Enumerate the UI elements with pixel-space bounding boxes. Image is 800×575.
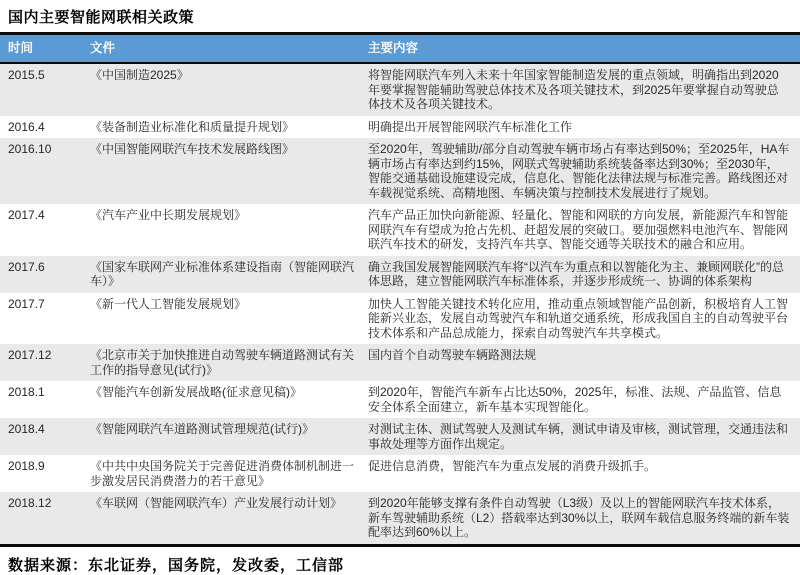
policy-table: [0, 32, 800, 547]
column-header-document: 文件: [90, 41, 116, 55]
cell-content: 加快人工智能关键技术转化应用，推动重点领域智能产品创新，积极培育人工智能新兴业态，发展自动驾驶汽车和轨道交通系统，形成我国自主的自动驾驶平台技术体系和产品总成能力，探索自动驾驶汽车共享模式。: [368, 296, 789, 340]
cell-time: 2018.12: [8, 496, 52, 510]
table-row: [0, 492, 800, 544]
cell-time: 2016.4: [8, 119, 45, 134]
cell-document: 《车联网（智能网联汽车）产业发展行动计划》: [90, 496, 343, 510]
cell-time: 2018.9: [8, 459, 45, 473]
cell-document: 《中共中央国务院关于完善促进消费体制机制进一步激发居民消费潜力的若干意见》: [90, 459, 355, 488]
cell-content: 汽车产品正加快向新能源、轻量化、智能和网联的方向发展，新能源汽车和智能网联汽车有望成为抢占先机、赶超发展的突破口。要加强燃料电池汽车、智能网联汽车技术的研发，支持汽车共享、智能交通等关联技术的融合和应用。: [368, 208, 789, 251]
cell-time: 2017.6: [8, 259, 45, 274]
cell-content: 国内首个自动驾驶车辆路测法规: [368, 348, 537, 362]
cell-document: 《中国智能网联汽车技术发展路线图》: [90, 142, 295, 156]
cell-time: 2018.1: [8, 385, 45, 399]
cell-document: 《汽车产业中长期发展规划》: [90, 208, 247, 222]
table-row: [0, 418, 800, 455]
table-row: [0, 344, 800, 381]
cell-content: 到2020年，智能汽车新车占比达50%，2025年，标准、法规、产品监管、信息安全体系全面建立，新车基本实现智能化。: [368, 385, 782, 414]
table-row: [0, 204, 800, 256]
page-title: 国内主要智能网联相关政策: [8, 8, 195, 26]
cell-content: 至2020年，驾驶辅助/部分自动驾驶车辆市场占有率达到50%；至2025年，HA车辆市场占有率达到约15%，网联式驾驶辅助系统装备率达到30%；至2030年，智能交通基础设施建设完成，信息化、智能化法律法规与标准完善。路线图还对车载视觉系统、高精地图、车辆决策与控制技术发展进行了规划。: [368, 142, 790, 200]
cell-document: 《新一代人工智能发展规划》: [90, 296, 247, 311]
cell-document: 《国家车联网产业标准体系建设指南（智能网联汽车）》: [90, 259, 355, 288]
table-row: [0, 256, 800, 293]
column-header-content: 主要内容: [368, 41, 419, 55]
cell-content: 促进信息消费，智能汽车为重点发展的消费升级抓手。: [368, 459, 657, 473]
table-row: [0, 138, 800, 204]
cell-time: 2018.4: [8, 422, 45, 436]
table-body: [0, 64, 800, 547]
cell-content: 明确提出开展智能网联汽车标准化工作: [368, 119, 573, 134]
cell-time: 2017.4: [8, 208, 45, 222]
data-source: 数据来源：东北证券，国务院，发改委，工信部: [8, 555, 345, 574]
cell-document: 《中国制造2025》: [90, 68, 189, 82]
cell-content: 到2020年能够支撑有条件自动驾驶（L3级）及以上的智能网联汽车技术体系，新车驾驶辅助系统（L2）搭载率达到30%以上，联网车载信息服务终端的新车装配率达到60%以上。: [368, 496, 790, 539]
table-row: [0, 381, 800, 418]
cell-content: 确立我国发展智能网联汽车将“以汽车为重点和以智能化为主、兼顾网联化”的总体思路，建立智能网联汽车标准体系，并逐步形成统一、协调的体系架构: [368, 259, 784, 288]
cell-document: 《智能汽车创新发展战略(征求意见稿)》: [90, 385, 302, 399]
column-header-time: 时间: [8, 41, 34, 55]
cell-time: 2015.5: [8, 68, 45, 82]
table-row: [0, 64, 800, 116]
cell-time: 2017.7: [8, 296, 45, 311]
cell-document: 《智能网联汽车道路测试管理规范(试行)》: [90, 422, 314, 436]
table-row: [0, 116, 800, 139]
cell-content: 对测试主体、测试驾驶人及测试车辆，测试申请及审核，测试管理，交通违法和事故处理等方面作出规定。: [368, 422, 789, 451]
cell-document: 《北京市关于加快推进自动驾驶车辆道路测试有关工作的指导意见(试行)》: [90, 348, 355, 377]
cell-time: 2017.12: [8, 348, 52, 362]
cell-time: 2016.10: [8, 142, 52, 156]
table-row: [0, 293, 800, 345]
table-row: [0, 455, 800, 492]
table-header-row: [0, 35, 800, 64]
cell-document: 《装备制造业标准化和质量提升规划》: [90, 119, 295, 134]
cell-content: 将智能网联汽车列入未来十年国家智能制造发展的重点领域，明确指出到2020年要掌握智能辅助驾驶总体技术及各项关键技术，到2025年要掌握自动驾驶总体技术及各项关键技术。: [368, 68, 779, 111]
